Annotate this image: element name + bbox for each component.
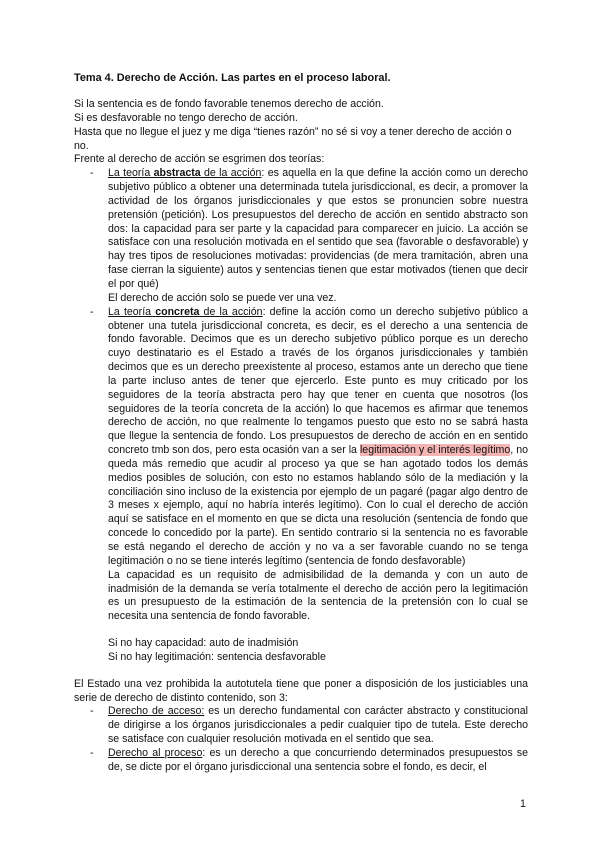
right-process-text: : es un derecho a que concurriendo determinados presupuestos se de, se dicte por el órgano jurisdiccional una sentencia sobre el fondo, es decir, el bbox=[108, 746, 528, 773]
theory-concrete-line1: Si no hay capacidad: auto de inadmisión bbox=[108, 637, 299, 650]
highlighted-text: legitimación y el interés legítimo bbox=[359, 444, 511, 457]
right-access-text: es un derecho fundamental con carácter abstracto y constitucional de dirigirse a los órganos jurisdiccionales a pedir cualquier tipo de tutela. Este derecho se satisface con cualquier resolución motivada en el sentido que sea. bbox=[108, 705, 528, 746]
theory-concrete-body-b: , no queda más remedio que acudir al proceso ya que se han agotado todos los demás medios posibles de solución, con esto no estamos hablando sólo de la mediación y la conciliación sino incluso de la existencia por ejemplo de un pagaré (pagar algo dentro de 3 meses x ejemplo, aquí no habría interés legítimo). Con lo cual el derecho de acción aquí se satisface en el momento en que se dicta una resolución (sentencia de fondo que concede lo concedido por la parte). En sentido contrario si la sentencia no es favorable se está negando el derecho de acción y no va a ser favorable cuando no se tenga legitimación o no se tiene interés legítimo (sentencia de fondo desfavorable) bbox=[108, 444, 528, 567]
theory-concrete-line2: Si no hay legitimación: sentencia desfavorable bbox=[108, 650, 326, 663]
theory-concrete-para2: La capacidad es un requisito de admisibilidad de la demanda y con un auto de inadmisión de la demanda se vería totalmente el derecho de acción pero la legitimación es un presupuesto de la estimación de la sentencia de la pretensión con lo cual se necesita una sentencia de fondo favorable. bbox=[108, 568, 528, 623]
theories-list bbox=[74, 167, 528, 665]
right-access-item bbox=[74, 705, 528, 747]
spacer bbox=[108, 624, 528, 637]
theory-abstract-heading: La teoría abstracta de la acción bbox=[108, 167, 262, 180]
intro-line-3: Hasta que no llegue el juez y me diga “tienes razón” no sé si voy a tener derecho de acción o no. bbox=[74, 125, 512, 152]
state-paragraph: El Estado una vez prohibida la autotutela tiene que poner a disposición de los justiciables una serie de derecho de distinto contenido, son 3: bbox=[74, 677, 528, 704]
theory-abstract-body: : es aquella en la que define la acción como un derecho subjetivo público a obtener una determinada tutela jurisdiccional, es decir, a promover la actividad de los órganos jurisdiccionales y que estos se pronuncien sobre nuestra pretensión (petición). Los presupuestos del derecho de acción en sentido abstracto son dos: la capacidad para ser parte y la capacidad para comparecer en juicio. La acción se satisface con una resolución motivada en el sentido que sea (favorable o desfavorable) y hay tres tipos de resoluciones motivadas: providencias (de mera tramitación, abren una fase cierran la siguiente) autos y sentencias tienen que estar motivados (tienen que decir el por qué) bbox=[108, 167, 528, 290]
intro-line-2: Si es desfavorable no tengo derecho de acción. bbox=[74, 111, 298, 124]
document-title: Tema 4. Derecho de Acción. Las partes en el proceso laboral. bbox=[74, 72, 391, 84]
right-process-label: Derecho al proceso bbox=[108, 746, 203, 759]
right-process-item bbox=[74, 747, 528, 775]
spacer bbox=[74, 665, 528, 678]
theory-abstract-keyword: abstracta bbox=[153, 167, 201, 180]
theory-concrete-item bbox=[74, 306, 528, 665]
document-body bbox=[74, 71, 528, 775]
theory-concrete-heading: La teoría concreta de la acción bbox=[108, 305, 263, 318]
page-number: 1 bbox=[520, 798, 526, 810]
theory-abstract-note: El derecho de acción solo se puede ver una vez. bbox=[108, 291, 337, 304]
right-access-label: Derecho de acceso: bbox=[108, 705, 205, 718]
intro-line-1: Si la sentencia es de fondo favorable tenemos derecho de acción. bbox=[74, 98, 384, 110]
intro-line-4: Frente al derecho de acción se esgrimen dos teorías: bbox=[74, 153, 325, 166]
theory-concrete-body-a: : define la acción como un derecho subjetivo público a obtener una tutela jurisdiccional concreta, es decir, es el derecho a una sentencia de fondo favorable. Decimos que es un derecho subjetivo público porque es un derecho cuyo destinatario es el Estado a través de los órganos jurisdiccionales y también decimos que es un derecho preexistente al proceso, estamos ante un derecho que tiene la parte incluso antes de tener que ejercerlo. Este punto es muy criticado por los seguidores de la teoría abstracta pero hay que tener en cuenta que nosotros (los seguidores de la teoría concreta de la acción) lo que hacemos es afirmar que tenemos derecho de acción, no que realmente lo tengamos puesto que esto no se sabrá hasta que llegue la sentencia de fondo. Los presupuestos de derecho de acción en en sentido concreto tmb son dos, pero esta ocasión van a ser la bbox=[108, 305, 529, 457]
theory-abstract-item bbox=[74, 167, 528, 305]
theory-concrete-keyword: concreta bbox=[155, 305, 200, 318]
rights-list bbox=[74, 705, 528, 774]
